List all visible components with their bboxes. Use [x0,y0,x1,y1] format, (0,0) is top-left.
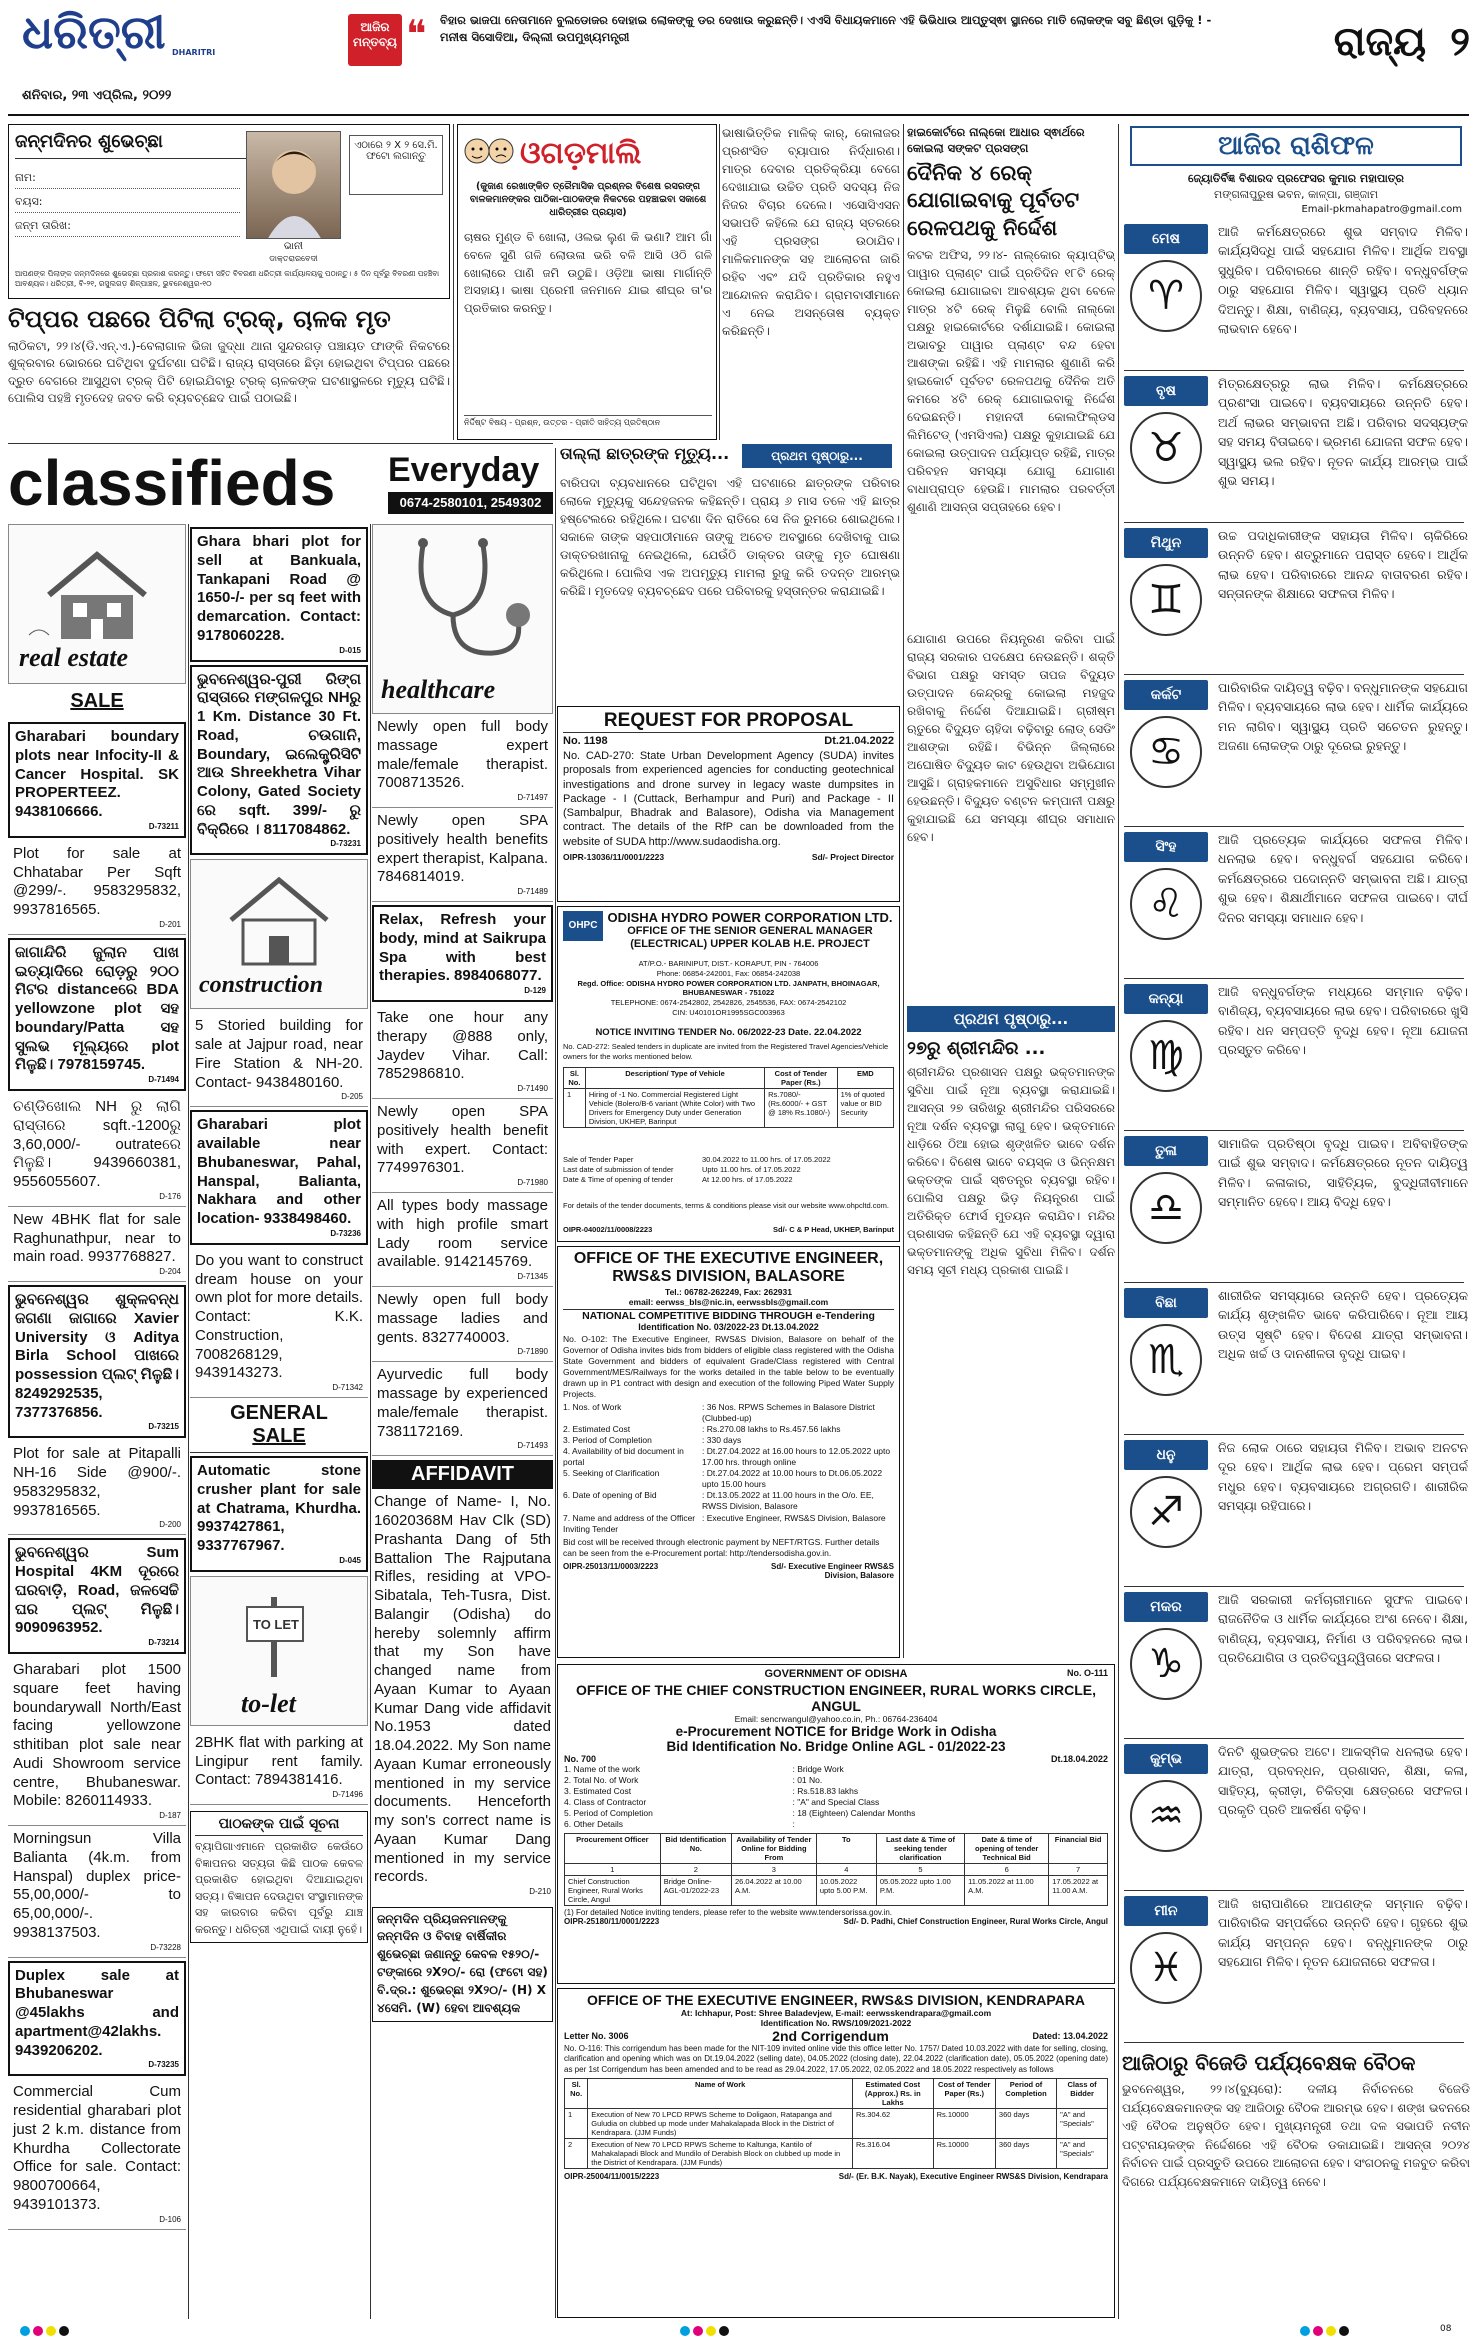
cartoon-icon [462,131,516,177]
detail-row: 4. Class of Contractor : "A" and Special Class [564,1797,880,1808]
detail-row: 7. Name and address of the Officer Inviting Tender : Executive Engineer, RWS&S Division, Balasore [563,1512,886,1534]
classified-ad [190,1110,368,1245]
detail-row: 6. Date of opening of Bid : Dt.13.05.2022 at 11.00 hours in the O/o. EE, RWSS Division, Balasore [563,1490,874,1512]
srimandir-headline: ୨୭ରୁ ଶ୍ରୀମନ୍ଦିର ... [907,1038,1046,1059]
rfp-code: OIPR-13036/11/0001/2223 [563,852,665,863]
ohpc-footer: For details of the tender documents, terms & conditions please visit our website www.ohpcltd.com. [563,1201,889,1210]
classified-ad [8,1285,186,1438]
field-dob: ଜନ୍ମ ତାରିଖ: [15,213,240,237]
col2-ads-d [190,1730,368,1805]
satire-credit: ନିର୍ଦ୍ଦିଷ୍ଟ ବିଷୟ - ପ୍ରଶ୍ନ, ଉତ୍ତର - ପ୍ରୀତି ସାହିତ୍ୟ ପ୍ରତିଷ୍ଠାନ [464,415,712,437]
classified-ad-text: ଜାଗାନ୍ଦିରି ଜୁଲାନ ପାଖ ଇତ୍ୟାଦିରେ ରୋଡ଼ରୁ ୨୦୦ ମିଟର distanceରେ BDA yellowzone plot ସହ boundary/Patta ସହ ସୁଲଭ ମୂଲ୍ୟରେ plot ମିଳୁଛି। 7978159745. [15,943,179,1074]
detail-row: 5. Period of Completion : 18 (Eighteen) Calendar Months [564,1808,916,1819]
classified-ad [8,1207,186,1282]
classifieds-phones: 0674-2580101, 2549302 [388,492,553,514]
classified-ad-code: D-73231 [330,839,361,849]
masthead [0,0,1477,118]
svg-text:TO LET: TO LET [253,1616,299,1632]
ohpc-bottom: OIPR-04002/11/0008/2223 Sd/- C & P Head, UKHEP, Barinput [563,1225,894,1234]
balasore-footer: Bid cost will be received through electronic payment by NEFT/RTGS. Further details can be seen from the e-Procurement portal: http://tendersodisha.gov.in. [563,1536,880,1558]
classified-ad-text: Duplex sale at Bhubaneswar @45lakhs and apartment@42lakhs. 9439206202. [15,1966,179,2059]
classified-ad [372,714,553,808]
classified-ad-text: Relax, Refresh your body, mind at Saikrupa Spa with best therapies. 8984068077. [379,911,546,985]
logo [22,4,252,66]
classified-ad [8,2079,186,2229]
classified-ad [8,938,186,1091]
horoscope-email: Email-pkmahapatro@gmail.com [1301,204,1462,215]
affidavit-heading: AFFIDAVIT [372,1460,553,1489]
col2-ads-c [190,1456,368,1572]
scales-icon: ♎ [1130,1172,1202,1244]
zodiac-sign-text: ଆଜି ବନ୍ଧୁବର୍ଗଙ୍କ ମଧ୍ୟରେ ସମ୍ମାନ ବଢ଼ିବ। ବାଣିଜ୍ୟ, ବ୍ୟବସାୟରେ ଲାଭ ହେବ। ପରିବାରରେ ଖୁସି ରହିବ। ଧନ ସମ୍ପତ୍ତି ବୃଦ୍ଧି ହେବ। ନୂଆ ଯୋଜନା ପ୍ରସ୍ତୁତ କରିବେ। [1218,984,1468,1058]
zodiac-sign-label: ମକର [1124,1592,1208,1622]
classified-ad [8,722,186,838]
maiden-icon: ♍ [1130,1020,1202,1092]
angul-title: OFFICE OF THE CHIEF CONSTRUCTION ENGINEER, RURAL WORKS CIRCLE, ANGUL [575,1682,1097,1714]
balasore-email: email: eerwss_bls@nic.in, eerwssbls@gmail.com [628,1296,829,1307]
coal-body: କଟକ ଅଫିସ, ୨୨।୪- ନାଲ୍କୋର କ୍ୟାପ୍ଟିଭ୍ ପାୱାର ପ୍ଲାଣ୍ଟ ପାଇଁ ପ୍ରତିଦିନ ୧୮ଟି ରେକ୍ କୋଇଲା ଯୋଗାଇବା ଆବଶ୍ୟକ ଥିବା ବେଳେ ମାତ୍ର ୪ଟି ରେକ୍ ମିଳୁଛି ବୋଲି ନାଲ୍କୋ ପକ୍ଷରୁ ହାଇକୋର୍ଟରେ ଦର୍ଶାଯାଇଛି। କୋଇଲା ଅଭାବରୁ ପାୱାର ପ୍ଲାଣ୍ଟ ବନ୍ଦ ହେବା ଆଶଙ୍କା ରହିଛି। ଏହି ମାମଲାର ଶୁଣାଣି କରି ହାଇକୋର୍ଟ ପୂର୍ବତଟ ରେଳପଥକୁ ଦୈନିକ ଅତି କମରେ ୪ଟି ରେକ୍ ଯୋଗାଇବାକୁ ନିର୍ଦ୍ଦେଶ ଦେଇଛନ୍ତି। ମହାନଦୀ କୋଲଫିଲ୍ଡସ ଲିମିଟେଡ୍ (ଏମସିଏଲ) ପକ୍ଷରୁ କୁହାଯାଇଛି ଯେ କୋଇଲା ଉତ୍ପାଦନ ପର୍ଯ୍ୟାପ୍ତ ରହିଛି, ମାତ୍ର ପରିବହନ ସମସ୍ୟା ଯୋଗୁ ଯୋଗାଣ ବାଧାପ୍ରାପ୍ତ ହେଉଛି। ମାମଲାର ପରବର୍ତ୍ତୀ ଶୁଣାଣି ଆସନ୍ତା ସପ୍ତାହରେ ହେବ। [907,248,1115,515]
classified-ad [372,1005,553,1099]
rfp-notice [557,706,900,902]
kendrapara-letter: Letter No. 3006 [564,2031,629,2041]
classified-ad-code: D-71490 [517,1084,548,1093]
angul-gov-row [564,1668,1108,1682]
quote-icon: ❝ [406,14,427,54]
classified-ad-text: Newly open SPA positively health benefit with expert. Contact: 7749976301. [377,1103,548,1177]
birthday-title: ଜନ୍ମଦିନର ଶୁଭେଚ୍ଛା [15,131,255,159]
stethoscope-icon [373,525,551,675]
detail-row: 5. Seeking of Clarification : Dt.27.04.2022 at 10.00 hours to Dt.06.05.2022 upto 15.00 hours [563,1468,883,1490]
angul-footer: (1) For detailed Notice inviting tenders, please refer to the website www.tendersorissa.gov.in. [564,1908,893,1918]
classified-ad-code: D-129 [524,986,546,995]
badge-top: ଆଜିର [360,20,390,34]
classified-ad-text: ଭୁବନେଶ୍ୱର ଶୁକ୍ଳବନ୍ଧ ଜଗଣା ଜାଗାରେ Xavier University ଓ Aditya Birla School ପାଖରେ possession ପ୍ଲଟ୍ ମିଳୁଛି। 8249292535, 7377376856. [15,1291,179,1421]
house-icon [9,525,185,645]
satire-box [457,124,717,440]
zodiac-sign-label: ତୁଳା [1124,1136,1208,1166]
classifieds-title: classifieds [8,448,336,519]
zodiac-sign-text: ଦିନଟି ଶୁଭଙ୍କର ଅଟେ। ଆକସ୍ମିକ ଧନଲାଭ ହେବ। ଯାତ୍ରା, ପ୍ରବନ୍ଧନ, ପ୍ରଶାସନ, ଶିକ୍ଷା, କଳା, ସାହିତ୍ୟ, କ୍ରୀଡ଼ା, ଚିକିତ୍ସା କ୍ଷେତ୍ରରେ ସଫଳତା। ପ୍ରକୃତି ପ୍ରତି ଆକର୍ଷଣ ବଢ଼ିବ। [1218,1744,1468,1818]
classified-col-1 [8,524,186,2319]
photo-sub: ଡାକ୍ତରାରବେଦୀ [269,254,318,263]
birthday-note: ଆପଣଙ୍କ ପିଲାଙ୍କ ଜନ୍ମଦିନରେ ଶୁଭେଚ୍ଛା ପ୍ରକାଶ କରନ୍ତୁ। ଫଟୋ ସହିତ ବିବରଣୀ ଧରିତ୍ରୀ କାର୍ଯ୍ୟାଳୟକୁ ପଠାନ୍ତୁ। ୫ ଦିନ ପୂର୍ବରୁ ବିବରଣୀ ପହଞ୍ଚିବା ଆବଶ୍ୟକ। ଧରିତ୍ରୀ, ବି-୨୧, ରସୁଲଗଡ଼ ଶିଳ୍ପାଞ୍ଚଳ, ଭୁବନେଶ୍ୱର-୧୦ [15,269,440,288]
zodiac-sign-text: ଆଜି ଖରାପାଣିରେ ଆପଣଙ୍କ ସମ୍ମାନ ବଢ଼ିବ। ପାରିବାରିକ ସମ୍ପର୍କରେ ଉନ୍ନତି ହେବ। ଗୃହରେ ଶୁଭ କାର୍ଯ୍ୟ ସମ୍ପନ୍ନ ହେବ। ବନ୍ଧୁମାନଙ୍କ ଠାରୁ ସହଯୋଗ ମିଳିବ। ନୂତନ ଯୋଜନାରେ ସଫଳତା। [1218,1896,1468,1970]
classified-ad-code: D-73214 [148,1638,179,1647]
col2-ads-b [190,1013,368,1398]
news-srimandir [907,1006,1115,1658]
kendrapara-ident: Identification No. RWS/109/2021-2022 [760,2018,912,2028]
detail-row: Last date of submission of tender Upto 11.00 hrs. of 17.05.2022 [563,1164,801,1174]
classified-ad-code: D-71494 [148,1075,179,1084]
meeting-body: ଭୁବନେଶ୍ୱର, ୨୨।୪(ବ୍ୟୁରୋ): ଦଳୀୟ ନିର୍ବାଚନରେ ବିଜେଡି ପର୍ଯ୍ୟବେକ୍ଷକମାନଙ୍କ ସହ ଆଜିଠାରୁ ବୈଠକ ଆରମ୍ଭ ହେବ। ଶଙ୍ଖ ଭବନରେ ଏହି ବୈଠକ ଅନୁଷ୍ଠିତ ହେବ। ମୁଖ୍ୟମନ୍ତ୍ରୀ ତଥା ଦଳ ସଭାପତି ନବୀନ ପଟ୍ଟନାୟକଙ୍କ ନିର୍ଦ୍ଦେଶରେ ଏହି ବୈଠକ ଡକାଯାଇଛି। ଆସନ୍ତା ୨୦୨୪ ନିର୍ବାଚନ ପାଇଁ ପ୍ରସ୍ତୁତି ଉପରେ ଆଲୋଚନା ହେବ। ସଂଗଠନକୁ ମଜବୁତ କରିବା ଦିଗରେ ପର୍ଯ୍ୟବେକ୍ଷକମାନେ ଦାୟିତ୍ୱ ନେବେ। [1122,2082,1470,2189]
classified-ad-text: 5 Storied building for sale at Jajpur road, near Fire Station & NH-20. Contact- 9438480160. [195,1017,363,1091]
detail-row: 4. Availability of bid document in portal : Dt.27.04.2022 at 16.00 hours to 12.05.2022 upto 17.00 hrs. through online [563,1446,891,1468]
print-marks [0,2322,1477,2339]
classified-ad-code: D-187 [159,1811,181,1820]
kendrapara-title: OFFICE OF THE EXECUTIVE ENGINEER, RWS&S DIVISION, KENDRAPARA [586,1992,1086,2008]
column-c-news: ଭାଷାଭିତ୍ତିକ ମାଳିକ୍ କାର୍, କୋଳାଜର ପ୍ରଶଂସିତ ବ୍ୟାପାର ନିର୍ଦ୍ଧାରଣ। ମାତ୍ର ଦେବାର ପ୍ରତିକ୍ରିୟା ବେଗେ ଦେଖାଯାଇ ଉଚ୍ଚିତ ପ୍ରତି ସଦସ୍ୟ ନିଜ ନିଜର ବିଚାର ଦେଲେ। ଏସୋସିଏସନ ସଭାପତି କହିଲେ ଯେ ରାଜ୍ୟ ସ୍ତରରେ ଏହି ପ୍ରସଙ୍ଗ ଉଠାଯିବ। ମାଳିକମାନଙ୍କ ସହ ଆଲୋଚନା ଜାରି ରହିବ ଏବଂ ଯଦି ପ୍ରତିକାର ନହୁଏ ଆନ୍ଦୋଳନ କରାଯିବ। ଗ୍ରାମବାସୀମାନେ ଏ ନେଇ ଅସନ୍ତୋଷ ବ୍ୟକ୍ତ କରିଛନ୍ତି। [722,126,900,338]
zodiac-sign-label: କନ୍ୟା [1124,984,1208,1014]
ohpc-notice [557,906,900,1242]
classified-ad [372,1193,553,1287]
col1-ads [8,722,186,2230]
opinion-badge [348,14,402,66]
crab-icon: ♋ [1130,716,1202,788]
detail-row: Sale of Tender Paper 30.04.2022 to 11.00 hrs. of 17.05.2022 [563,1155,831,1164]
affidavit-text: Change of Name- I, No. 16020368M Hav Clk (SD) Prashanta Dang of 5th Battalion The Rajputana Rifles, residing at VPO-Sibatala, Teh-Tusra, Dist. Balangir (Odisha) do hereby solemnly affirm that my Son have changed name from Ayaan Kumar to Ayaan Kumar Dang vide affidavit No.1953 dated 18.04.2022. My Son name Ayaan Kumar erroneously mentioned in my service documents. Henceforth my son's correct name is Ayaan Kumar Dang mentioned in my service records. D-210 [374,1493,551,1896]
rfp-body: No. CAD-270: State Urban Development Agency (SUDA) invites proposals from experienced agencies for conducting geotechnical investigations and drone survey in legacy waste dumpsites in Package - I (Cuttack, Berhampur and Puri) and Package - II (Sambalpur, Bhadrak and Balasore), Odisha via Management contract. The details of the RfP can be downloaded from the website of SUDA http://www.sudaodisha.org. [563,750,894,848]
classified-ad [8,1094,186,1207]
classified-ad-code: D-106 [159,2214,181,2224]
classified-ad-text: Take one hour any therapy @888 only, Jaydev Vihar. Call: 7852986810. [377,1009,548,1083]
news-student [560,444,900,702]
classified-ad-code: D-045 [339,1555,361,1565]
greeting-rate-box [372,1907,553,2022]
classified-ad-text: Gharabari plot available near Bhubaneswar, Pahal, Hanspal, Balianta, Nakhara and other location- 9338498460. [197,1116,361,1227]
balasore-body: No. O-102: The Executive Engineer, RWS&S Division, Balasore on behalf of the Governor of Odisha invites bids from bidders of eligible class registered with the Odisha State Government and bidders of equivalent Grade/Class registered with Central Government/MES/Railways for the works detailed in the table below to be eventually drawn up in P1 contract with design and execution of the following Piped Water Supply Projects. [563,1333,894,1400]
construction-label: construction [199,972,324,999]
zodiac-sign-label: ବିଛା [1124,1288,1208,1318]
classified-ad-code: D-201 [159,919,181,929]
classified-ad-code: D-73228 [150,1942,181,1952]
classified-ad-text: Newly open SPA positively health benefits expert therapist, Kalpana. 7846814019. [377,812,548,886]
cartoon-faces-icon [462,131,516,177]
classified-ad-text: Newly open full body massage expert male/female therapist. 7008713526. [377,718,548,792]
classified-ad [372,1099,553,1193]
birthday-fields [15,165,240,245]
reader-notice [190,1811,368,1943]
coal-kicker: ହାଇକୋର୍ଟରେ ନାଲ୍କୋ ଆଧାର ସ୍ଵାର୍ଥରେ କୋଇଲା ସଙ୍କଟ ପ୍ରସଙ୍ଗ [907,125,1085,156]
classified-ad [8,1826,186,1958]
satire-title: ଓଗଡ଼ମାଲି [520,136,642,171]
real-estate-illustration [8,524,186,684]
kendrapara-table: Sl. No. Name of Work Estimated Cost (Approx.) Rs. in Lakhs Cost of Tender Paper (Rs.) Period of Completion Class of Bidder 1 Execution of New 70 LPCD RPWS Scheme to Doligaon, Ratapanga and Guludia on clubbed up mode under Mahakalapada Block in the District of Kendrapara. (JJM Funds) Rs.304.62 Rs.10000 360 days "A" and "Specials" 2 Execution of New 70 LPCD RPWS Scheme to Kaltunga, Kantilo of Mahakalapadi Block and Mundilo of Derabish Block on clubbed up mode in the District of Kendrapara. (JJM Funds) Rs.316.04 Rs.10000 360 days "A" and "Specials" [564,2078,1108,2169]
kendrapara-dated: Dated: 13.04.2022 [1032,2031,1108,2041]
classified-ad-code: D-71342 [332,1383,363,1392]
angul-bottom: OIPR-25180/11/0001/2223 Sd/- D. Padhi, Chief Construction Engineer, Rural Works Circle, Angul [564,1917,1108,1927]
srimandir-body: ଶ୍ରୀମନ୍ଦିର ପ୍ରଶାସନ ପକ୍ଷରୁ ଭକ୍ତମାନଙ୍କ ସୁବିଧା ପାଇଁ ନୂଆ ବ୍ୟବସ୍ଥା କରାଯାଇଛି। ଆସନ୍ତା ୨୭ ତାରିଖରୁ ଶ୍ରୀମନ୍ଦିର ପରିସରରେ ନୂଆ ଦର୍ଶନ ବ୍ୟବସ୍ଥା ଲାଗୁ ହେବ। ଭକ୍ତମାନେ ଧାଡ଼ିରେ ଠିଆ ହୋଇ ଶୃଙ୍ଖଳିତ ଭାବେ ଦର୍ଶନ କରିବେ। ବିଶେଷ ଭାବେ ବୟସ୍କ ଓ ଭିନ୍ନକ୍ଷମ ଭକ୍ତଙ୍କ ପାଇଁ ସ୍ଵତନ୍ତ୍ର ବ୍ୟବସ୍ଥା ରହିବ। ପୋଲିସ ପକ୍ଷରୁ ଭିଡ଼ ନିୟନ୍ତ୍ରଣ ପାଇଁ ଅତିରିକ୍ତ ଫୋର୍ସ ମୁତୟନ କରାଯିବ। ମନ୍ଦିର ପ୍ରଶାସକ କହିଛନ୍ତି ଯେ ଏହି ବ୍ୟବସ୍ଥା ଦ୍ୱାରା ଭକ୍ତମାନଙ୍କୁ ଅଧିକ ସୁବିଧା ମିଳିବ। ଦର୍ଶନ ସମୟ ସୂଚୀ ମଧ୍ୟ ପ୍ରକାଶ ପାଇଛି। [907,1065,1115,1277]
photo-name: ଭାନୀ [283,241,304,252]
angul-ref-row: No. 700 Dt.18.04.2022 [564,1754,1108,1764]
construction-illustration [190,859,368,1009]
reader-notice-title: ପାଠକଙ୍କ ପାଇଁ ସୂଚନା [195,1816,363,1836]
rws-balasore-notice [557,1246,900,1658]
classified-ad-code: D-200 [159,1520,181,1530]
goat-icon: ♑ [1130,1628,1202,1700]
tolet-label: to-let [241,1688,296,1718]
detail-row: 2. Estimated Cost : Rs.270.08 lakhs to Rs.457.56 lakhs [563,1424,841,1435]
field-name: ନାମ: [15,165,240,189]
zodiac-sign-label: କୁମ୍ଭ [1124,1744,1208,1774]
classified-ad-text: Automatic stone crusher plant for sale at Chatrama, Khurdha. 9937427861, 9337767967. [197,1462,361,1554]
classified-ad [8,841,186,935]
classified-ad-code: D-71345 [517,1272,548,1281]
student-headline: ତାଲ୍ଲା ଛାତ୍ରଙ୍କ ମୃତ୍ୟୁ... [560,444,730,463]
ohpc-title: ODISHA HYDRO POWER CORPORATION LTD. OFFICE OF THE SENIOR GENERAL MANAGER (ELECTRICAL) UPPER KOLAB H.E. PROJECT [607,910,893,950]
detail-row: Date & Time of opening of tender At 12.00 hrs. of 17.05.2022 [563,1174,793,1184]
classified-ad-code: D-71496 [332,1790,363,1799]
zodiac-sign-text: ଶାରୀରିକ ସମସ୍ୟାରେ ଉନ୍ନତି ହେବ। ପ୍ରତ୍ୟେକ କାର୍ଯ୍ୟ ଶୃଙ୍ଖଳିତ ଭାବେ କରିପାରିବେ। ନୂଆ ଆୟ ଉତ୍ସ ସୃଷ୍ଟି ହେବ। ବିଦେଶ ଯାତ୍ରା ସମ୍ଭାବନା। ଅଧିକ ଖର୍ଚ୍ଚ ଓ ଦାନଶୀଳତା ବୃଦ୍ଧି ପାଇବ। [1218,1288,1468,1362]
badge-bottom: ମନ୍ତବ୍ୟ [353,35,397,49]
classified-ad [8,1441,186,1535]
kendrapara-addr: At: Ichhapur, Post: Shree Baladevjew, E-mail: eerwsskendrapara@gmail.com [680,2008,992,2018]
zodiac-sign-label: କର୍କଟ [1124,680,1208,710]
col2-ads-a [190,527,368,855]
horoscope-author: ଜ୍ୟୋତିର୍ବିଜ୍ଞ ବିଶାରଦ ପ୍ରଫେସର କୁମାର ମହାପାତ୍ର [1188,172,1404,185]
ohpc-logo: OHPC [563,911,603,941]
rfp-footer [563,852,894,862]
classified-ad-text: Gharabari boundary plots near Infocity-II & Cancer Hospital. SK PROPERTEEZ. 9438106666. [15,728,179,820]
page-number: ୨ [1450,19,1470,65]
balasore-ident: Identification No. 03/2022-23 Dt.13.04.2022 [638,1321,819,1332]
general-heading: GENERAL SALE [190,1398,368,1453]
masthead-date: ଶନିବାର, ୨୩ ଏପ୍ରିଲ, ୨୦୨୨ [22,88,172,103]
kendrapara-heading: 2nd Corrigendum [772,2028,889,2044]
classified-ad [8,1538,186,1654]
healthcare-label: healthcare [381,675,496,704]
ohpc-details [563,1155,894,1201]
to-let-sign-icon [191,1577,367,1687]
ohpc-intro: No. CAD-272: Sealed tenders in duplicate are invited from the Registered Travel Agencies/Vehicle owners for the works mentioned below. [563,1042,889,1061]
tolet-illustration [190,1576,368,1726]
satire-qa: ଚାଷର ମୁଣ୍ଡ ବି ଖୋଲା, ଓଲଭ ଲୁଣ କି ଭଣା? ଆମ ଗାଁ ବେଳେ ସୁଣି ଗଳି ଲୋଉଳା ଭରି ବଳି ଆସି ଓଠି ଗଳି ଖୋଲାରେ ପାଣି ଜମି ଉଠୁଛି। ଓଡ଼ିଆ ଭାଷା ମାର୍ଗାନ୍ତି ଅସହାୟ। ଭାଷା ପ୍ରେମୀ ଜନମାନେ ଯାଇ ଶୀଘ୍ର ତା'ର ପ୍ରତିକାର କରନ୍ତୁ। [464,230,712,316]
classified-ad-code: D-205 [341,1092,363,1102]
classified-ad-text: Ghara bhari plot for sell at Bankuala, Tankapani Road @ 1650-/- per sq feet with demarcation. Contact: 9178060228. [197,533,361,644]
classifieds-header [8,448,553,520]
balasore-bottom: OIPR-25013/11/0003/2223 Sd/- Executive Engineer RWS&S Division, Balasore [563,1561,894,1580]
balasore-heading: NATIONAL COMPETITIVE BIDDING THROUGH e-Tendering [563,1309,894,1322]
kendrapara-bottom: OIPR-25004/11/0015/2223 Sd/- (Er. B.K. Nayak), Executive Engineer RWS&S Division, Kendrapara [564,2172,1108,2182]
satire-subtitle: (କୁଜାଣ ରେଖାଙ୍କିତ ତ୍ରୈମାସିକ ପ୍ରଶ୍ନର ବିଶେଷ ରସରଙ୍ଗ ବାଳକମାନଙ୍କର ପାଠିକା-ପାଠକଙ୍କ ନିକଟରେ ପହଞ୍ଚାଇବା ସକାଶେ ଧାରିତ୍ରୀର ପ୍ରୟାସ) [469,181,707,218]
detail-row: 1. Name of the work : Bridge Work [564,1764,844,1774]
ohpc-table: Sl. No. Description/ Type of Vehicle Cost of Tender Paper (Rs.) EMD 1 Hiring of -1 No. Commercial Registered Light Vehicle (Bolero/B-6 variant (White Color) with Two Drivers for Emergency Duty under Generation Division, UKHEP, Barinput Rs.7080/- (Rs.6000/- + GST @ 18% Rs.1080/-) 1% of quoted value or BID Security [563,1067,894,1153]
classified-ad-code: D-71980 [517,1178,548,1187]
classified-ad [372,808,553,902]
balasore-tel: Tel.: 06782-262249, Fax: 262931 [665,1286,792,1297]
detail-row: 3. Estimated Cost : Rs.518.83 lakhs [564,1786,859,1797]
angul-items [564,1764,1108,1830]
classified-col-2 [190,524,368,2319]
classified-ad-code: D-204 [159,1267,181,1276]
classified-ad-text: ଭୁବନେଶ୍ୱର-ପୁରୀ ରିଙ୍ଗ ରାସ୍ତାରେ ମଙ୍ଗଳପୁର NHରୁ 1 Km. Distance 30 Ft. Road, ଚଉଗାନି, Boundary, ଇଲେକ୍ଟ୍ରିସିଟି ଆଉ Shreekhetra Vihar Colony, Gated Society ରେ sqft. 399/- ରୁ ବିକ୍ରିରେ । 8117084862. [197,670,361,838]
truck-body: ଲାଠିକଟା, ୨୨।୪(ଡି.ଏନ୍.ଏ.)-ବେଲାଗାଳ ଭିଜା ଜୁଦ୍ଧା ଥାନା ସୁନ୍ଦରଗଡ଼ ପଞ୍ଚାୟତ ଫାଙ୍କି ନିକଟରେ ଶୁକ୍ରବାର ଭୋରରେ ଘଟିଥିବା ଦୁର୍ଘଟଣା ଘଟିଛି। ରାଜ୍ୟ ରାସ୍ତାରେ ଛିଡ଼ା ହୋଇଥିବା ଟିପ୍ପର ପଛରେ ଦ୍ରୁତ ବେଗରେ ଆସୁଥିବା ଟ୍ରକ୍ ପିଟି ହୋଇଯିବାରୁ ଟ୍ରକ୍ ଚାଳକଙ୍କ ଘଟଣାସ୍ଥଳରେ ମୃତ୍ୟୁ ଘଟିଛି। ପୋଲିସ ପହଞ୍ଚି ମୃତଦେହ ଜବତ କରି ବ୍ୟବଚ୍ଛେଦ ପାଇଁ ପଠାଇଛି। [8,339,450,406]
angul-heading: e-Procurement NOTICE for Bridge Work in Odisha [675,1724,997,1739]
horoscope [1122,124,1470,2044]
classifieds-tag: Everyday [388,451,540,489]
classified-ad [190,665,368,856]
detail-row: 6. Other Details : [564,1819,795,1830]
angul-email: Email: sencrwangul@yahoo.co.in, Ph.: 06764-236404 [734,1714,938,1724]
zodiac-sign-text: ଉଚ୍ଚ ପଦାଧିକାରୀଙ୍କ ସହାୟତା ମିଳିବ। ଚାକିରିରେ ଉନ୍ନତି ହେବ। ଶତ୍ରୁମାନେ ପରାସ୍ତ ହେବେ। ଆର୍ଥିକ ଲାଭ ହେବ। ପରିବାରରେ ଆନନ୍ଦ ବାତାବରଣ ରହିବ। ସନ୍ତାନଙ୍କ ଶିକ୍ଷାରେ ସଫଳତା ମିଳିବ। [1218,528,1468,602]
zodiac-sign-label: ଧନୁ [1124,1440,1208,1470]
classified-ad [190,527,368,662]
rfp-no-row [563,735,894,747]
angul-table: Procurement Officer Bid Identification No. Availability of Tender Online for Bidding From To Last date & Time of seeking tender clarification Date & time of opening of tender Technical Bid Financial Bid 1 2 3 4 5 6 7 Chief Construction Engineer, Rural Works Circle, Angul Bridge Online-AGL-01/2022-23 26.04.2022 at 10.00 A.M. 10.05.2022 upto 5.00 P.M. 05.05.2022 upto 1.00 P.M. 11.05.2022 at 11.00 A.M. 17.05.2022 at 11.00 A.M. [564,1833,1108,1906]
zodiac-sign-text: ସାମାଜିକ ପ୍ରତିଷ୍ଠା ବୃଦ୍ଧି ପାଇବ। ଅବିବାହିତଙ୍କ ପାଇଁ ଶୁଭ ସମ୍ବାଦ। କର୍ମକ୍ଷେତ୍ରରେ ନୂତନ ଦାୟିତ୍ୱ ମିଳିବ। କଳାକାର, ସାହିତ୍ୟିକ, ବୁଦ୍ଧିଜୀବୀମାନେ ସମ୍ମାନିତ ହେବେ। ଆୟ ବିଦ୍ଧି ହେବ। [1218,1136,1468,1210]
kendrapara-body: No. O-116: This corrigendum has been made for the NIT-109 invited online vide this office letter No. 1757/ Dated 10.03.2022 with date for selling, closing, clarification and opening which was on Dt.19.04.2022 (selling date), 04.05.2022 (closing date), 22.04.2022 (clarification date), 05.05.2022 (opening date) as per 1st Corrigendum has been amended and to be read as 29.04.2022, 17.05.2022, 02.05.2022 and 18.05.2022 respectively as follows [564,2044,1108,2074]
classified-ad-text: ଚଣ୍ଡିଖୋଲ NH ରୁ ଲାଗି ରାସ୍ତାରେ sqft.-1200ରୁ 3,60,000/- outrateରେ ମିଳୁଛି। 9439660381, 9556055607. [13,1098,181,1190]
logo-sub: DHARITRI [172,48,216,57]
classified-ad-text: All types body massage with high profile smart Lady room service available. 9142145769. [377,1197,548,1271]
ohpc-addresses: AT/P.O.- BARINIPUT, DIST.- KORAPUT, PIN - 764006 Phone: 06854-242001, Fax: 06854-242038 Regd. Office: ODISHA HYDRO POWER CORPORATION LTD. JANPATH, BHOINAGAR, BHUBANESWAR - 751022 TELEPHONE: 0674-2542802, 2542826, 2545536, FAX: 0674-2542102 CIN: U40101OR1995SGC003963 [577,959,880,1017]
classified-ad-code: D-73235 [148,2060,179,2070]
rfp-sign: Sd/- Project Director [811,852,894,863]
child-photo-icon [247,132,341,239]
logo-text: ଧରିତ୍ରୀ [22,5,166,59]
classified-ad-text: Gharabari plot 1500 square feet having boundarywall North/East facing yellowzone sthitiban plot sale near Audi Showroom service centre, Bhubaneswar. Mobile: 8260114933. [13,1661,181,1810]
col3-ads [372,714,553,1456]
classified-ad-code: D-176 [159,1191,181,1201]
column-e-news: ଯୋଗାଣ ଉପରେ ନିୟନ୍ତ୍ରଣ କରିବା ପାଇଁ ରାଜ୍ୟ ସରକାର ପଦକ୍ଷେପ ନେଉଛନ୍ତି। ଶକ୍ତି ବିଭାଗ ପକ୍ଷରୁ ସମସ୍ତ ତାପଜ ବିଦ୍ୟୁତ ଉତ୍ପାଦନ କେନ୍ଦ୍ରକୁ କୋଇଲା ମହଜୁଦ ରଖିବାକୁ ନିର୍ଦ୍ଦେଶ ଦିଆଯାଇଛି। ଗ୍ରୀଷ୍ମ ଋତୁରେ ବିଦ୍ୟୁତ ଚାହିଦା ବଢ଼ିବାରୁ ଲୋଡ୍ ସେଡିଂ ଆଶଙ୍କା ରହିଛି। ବିଭିନ୍ନ ଜିଲ୍ଲାରେ ଅଘୋଷିତ ବିଦ୍ୟୁତ କାଟ ହେଉଥିବା ଅଭିଯୋଗ ଆସୁଛି। ଗ୍ରାହକମାନେ ଅସୁବିଧାର ସମ୍ମୁଖୀନ ହେଉଛନ୍ତି। ବିଦ୍ୟୁତ ବଣ୍ଟନ କମ୍ପାନୀ ପକ୍ଷରୁ କୁହାଯାଇଛି ଯେ ସମସ୍ୟା ଶୀଘ୍ର ସମାଧାନ ହେବ। [907,632,1115,844]
student-body: ବାରିପଦା ବ୍ୟବଧାନରେ ଘଟିଥିବା ଏହି ଘଟଣାରେ ଛାତ୍ରଙ୍କ ପରିବାର ଲୋକେ ମୃତ୍ୟୁକୁ ସନ୍ଦେହଜନକ କହିଛନ୍ତି। ପ୍ରାୟ ୬ ମାସ ତଳେ ଏହି ଛାତ୍ର ହଷ୍ଟେଲରେ ରହିଥିଲେ। ଘଟଣା ଦିନ ରାତିରେ ସେ ନିଜ ରୁମରେ ଶୋଇଥିଲେ। ସକାଳେ ତାଙ୍କ ସହପାଠୀମାନେ ତାଙ୍କୁ ଅଚେତ ଅବସ୍ଥାରେ ଦେଖିବାକୁ ପାଇ ଡାକ୍ତରଖାନାକୁ ନେଇଥିଲେ, ଯେଉଁଠି ଡାକ୍ତର ତାଙ୍କୁ ମୃତ ଘୋଷଣା କରିଥିଲେ। ପୋଲିସ ଏକ ଅପମୃତ୍ୟୁ ମାମଲା ରୁଜୁ କରି ତଦନ୍ତ ଆରମ୍ଭ କରିଛି। ମୃତଦେହ ବ୍ୟବଚ୍ଛେଦ ପରେ ପରିବାରକୁ ହସ୍ତାନ୍ତର କରାଯାଇଛି। [560,476,900,598]
classified-ad [190,1730,368,1805]
classified-ad [372,1362,553,1456]
classified-ad-text: Plot for sale at Pitapalli NH-16 Side @900/-. 9583295832, 9937816565. [13,1445,181,1519]
detail-row: 3. Period of Completion : 330 days [563,1435,742,1446]
classified-ad-code: D-71489 [517,887,548,896]
zodiac-sign-label: ବୃଷ [1124,376,1208,406]
twins-icon: ♊ [1130,564,1202,636]
classified-ad [8,1961,186,2077]
classified-ad-code: D-73215 [148,1422,179,1432]
angul-notice [557,1664,1115,1984]
ram-icon: ♈ [1130,260,1202,332]
zodiac-sign-text: ପାରିବାରିକ ଦାୟିତ୍ୱ ବଢ଼ିବ। ବନ୍ଧୁମାନଙ୍କ ସହଯୋଗ ମିଳିବ। ବ୍ୟବସାୟରେ ଲାଭ ହେବ। ଧାର୍ମିକ କାର୍ଯ୍ୟରେ ମନ ଲାଗିବ। ସ୍ୱାସ୍ଥ୍ୟ ପ୍ରତି ସଚେତନ ରୁହନ୍ତୁ। ଅଜଣା ଲୋକଙ୍କ ଠାରୁ ଦୂରେଇ ରୁହନ୍ତୁ। [1218,680,1468,754]
classified-col-3 [372,524,553,2319]
field-age: ବୟସ: [15,189,240,213]
classified-ad [8,1657,186,1826]
horoscope-title: ଆଜିର ରାଶିଫଳ [1130,126,1462,166]
greeting-rate-text: ଜନ୍ମଦିନ ଓ ବିବାହ ବାର୍ଷିକୀର ଶୁଭେଚ୍ଛା ଜଣାନ୍ତୁ କେବଳ ୧୫୨୦/- ଟଙ୍କାରେ ୨X୨୦/- ରୋ (ଫଟୋ ସହ) ବି.ଦ୍ର.: ଶୁଭେଚ୍ଛା ୨X୨୦/- (H) X ୪ସେମି. (W) ହେବା ଆବଶ୍ୟକ [377,1929,548,2015]
rfp-date: Dt.21.04.2022 [824,735,894,747]
greeting-rate-title: ଜନ୍ମଦିନ ପ୍ରିୟଜନମାନଙ୍କୁ [377,1912,507,1926]
classified-ad [372,1287,553,1362]
zodiac-sign-text: ନିଜ ଲୋକ ଠାରେ ସହାୟତା ମିଳିବ। ଅଭାବ ଅନଟନ ଦୂର ହେବ। ଆର୍ଥିକ ଲାଭ ହେବ। ପ୍ରେମ ସମ୍ପର୍କ ମଧୁର ହେବ। ବ୍ୟବସାୟରେ ଅଗ୍ରଗତି। ଶାରୀରିକ ସମସ୍ୟା ରହିପାରେ। [1218,1440,1468,1514]
rfp-no: No. 1198 [563,735,608,747]
classified-ad-text: 2BHK flat with parking at Lingipur rent family. Contact: 7894381416. [195,1733,363,1789]
srimandir-continued: ପ୍ରଥମ ପୃଷ୍ଠାରୁ... [907,1006,1115,1032]
balasore-title: OFFICE OF THE EXECUTIVE ENGINEER, RWS&S DIVISION, BALASORE [573,1250,884,1286]
detail-row: 2. Total No. of Work : 01 No. [564,1775,823,1786]
kendrapara-head-row [564,2028,1108,2044]
scorpion-icon: ♏ [1130,1324,1202,1396]
zodiac-sign-text: ଆଜି ସରକାରୀ କର୍ମଚାରୀମାନେ ସୁଫଳ ପାଇବେ। ରାଜନୈତିକ ଓ ଧାର୍ମିକ କାର୍ଯ୍ୟରେ ଅଂଶ ନେବେ। ଶିକ୍ଷା, ବାଣିଜ୍ୟ, ବ୍ୟବସାୟ, ନିର୍ମାଣ ଓ ପରିବହନରେ ଲାଭ। ପ୍ରତିଯୋଗିତା ଓ ପ୍ରତିଦ୍ୱନ୍ଦ୍ୱିତାରେ ସଫଳତା। [1218,1592,1468,1666]
fish-icon: ♓ [1130,1932,1202,2004]
angul-bid-id: Bid Identification No. Bridge Online AGL - 01/2022-23 [666,1739,1006,1754]
zodiac-sign-text: ଆଜି କର୍ମକ୍ଷେତ୍ରରେ ଶୁଭ ସମ୍ବାଦ ମିଳିବ। କାର୍ଯ୍ୟସିଦ୍ଧି ପାଇଁ ସହଯୋଗ ମିଳିବ। ଆର୍ଥିକ ଅବସ୍ଥା ସୁଧୁରିବ। ପରିବାରରେ ଶାନ୍ତି ରହିବ। ବନ୍ଧୁବର୍ଗଙ୍କ ଠାରୁ ସହଯୋଗ ମିଳିବ। ସ୍ୱାସ୍ଥ୍ୟ ପ୍ରତି ଧ୍ୟାନ ଦିଅନ୍ତୁ। ଶିକ୍ଷା, ବାଣିଜ୍ୟ, ବ୍ୟବସାୟ, ପରିବହନରେ ଲାଭବାନ ହେବେ। [1218,224,1468,336]
classified-ad [372,905,553,1002]
rfp-title: REQUEST FOR PROPOSAL [563,710,894,733]
classified-ad-code: D-71497 [517,793,548,802]
horoscope-place: ମଙ୍ଗଳାପୁରୁଷ ଭବନ, କାଳ୍ପା, ଗଞ୍ଜାମ [1214,188,1378,201]
lion-icon: ♌ [1130,868,1202,940]
classified-ad-code: D-015 [339,645,361,655]
child-photo [246,131,341,239]
classified-ad-text: ଭୁବନେଶ୍ୱର Sum Hospital 4KM ଦୂରରେ ଘରବାଡ଼ି, Road, ଜଳସେଚ୍ଚି ଘର ପ୍ଲଟ୍ ମିଳୁଛି। 9090963952. [15,1544,179,1637]
column-d-news [907,124,1115,624]
classified-ad-text: Commercial Cum residential gharabari plot just 2 k.m. distance from Khurdha Collectorate Office for sale. Contact: 9800700664, 9439101373. [13,2083,181,2213]
zodiac-sign-label: ମୀନ [1124,1896,1208,1926]
classified-ad-text: Plot for sale at Chhatabar Per Sqft @299/-. 9583295832, 9937816565. [13,844,181,918]
meeting-headline: ଆଜିଠାରୁ ବିଜେଡି ପର୍ଯ୍ୟବେକ୍ଷକ ବୈଠକ [1122,2051,1416,2075]
zodiac-sign-text: ଆଜି ପ୍ରତ୍ୟେକ କାର୍ଯ୍ୟରେ ସଫଳତା ମିଳିବ। ଧନଲାଭ ହେବ। ବନ୍ଧୁବର୍ଗ ସହଯୋଗ କରିବେ। କର୍ମକ୍ଷେତ୍ରରେ ପଦୋନ୍ନତି ସମ୍ଭାବନା ଅଛି। ଯାତ୍ରା ଶୁଭ ହେବ। ଶିକ୍ଷାର୍ଥୀମାନେ ସଫଳତା ପାଇବେ। ଦୀର୍ଘ ଦିନର ସମସ୍ୟା ସମାଧାନ ହେବ। [1218,832,1468,925]
masthead-quote: ବିହାର ଭାଜପା ନେତାମାନେ ବୁଲଡୋଜର ଦୋହାଇ ଲୋକଙ୍କୁ ଡର ଦେଖାଉ କରୁଛନ୍ତି। ଏଏସି ବିଧାୟକମାନେ ଏହି ଭିଭିଧାଉ ଆପ୍ତୁସ୍ଵା ସ୍ଥାନରେ ମାତି ଲୋକଙ୍କ ସବୁ ଛିଣ୍ଡା ଗୁଡ଼ିକୁ ! - ମନୀଷ ସିସୋଦିଆ, ଦିଲ୍ଲୀ ଉପମୁଖ୍ୟମନ୍ତ୍ରୀ [440,13,1212,44]
page-code: 08 [1440,2324,1452,2334]
ohpc-nit: NOTICE INVITING TENDER No. 06/2022-23 Date. 22.04.2022 [595,1027,862,1038]
classified-ad-code: D-73211 [148,821,179,831]
classified-ad-text: Do you want to construct dream house on your own plot for more details. Contact: K.K. Construction, 7008268129, 9439143273. [195,1251,363,1382]
photo-size-note: ଏଠାରେ ୨ X ୨ ସେ.ମି. ଫଟୋ ଲଗାନ୍ତୁ [349,135,443,195]
student-continued: ପ୍ରଥମ ପୃଷ୍ଠାରୁ... [742,444,892,468]
truck-headline: ଟିପ୍ପର ପଛରେ ପିଟିଲା ଟ୍ରକ୍, ଚାଳକ ମୃତ [8,305,391,333]
sale-heading: SALE [70,690,124,712]
real-estate-label: real estate [19,643,129,672]
angul-no: No. O-111 [1066,1668,1108,1678]
classified-ad-text: New 4BHK flat for sale Raghunathpur, near to main road. 9937768827. [13,1210,181,1266]
zodiac-sign-label: ସିଂହ [1124,832,1208,862]
zodiac-sign-text: ମିତ୍ରକ୍ଷେତ୍ରରୁ ଲାଭ ମିଳିବ। କର୍ମକ୍ଷେତ୍ରରେ ପ୍ରଶଂସା ପାଇବେ। ବ୍ୟବସାୟରେ ଉନ୍ନତି ହେବ। ଅର୍ଥ ଲାଭର ସମ୍ଭାବନା ଅଛି। ପରିବାର ସଦସ୍ୟଙ୍କ ସହ ସମୟ ବିତାଇବେ। ଭ୍ରମଣ ଯୋଜନା ସଫଳ ହେବ। ସ୍ୱାସ୍ଥ୍ୟ ଭଲ ରହିବ। ନୂତନ କାର୍ଯ୍ୟ ଆରମ୍ଭ ପାଇଁ ଶୁଭ ସମୟ। [1218,376,1468,488]
construction-house-icon [191,860,367,970]
zodiac-sign-label: ମିଥୁନ [1124,528,1208,558]
classified-ad-text: Newly open full body massage ladies and gents. 8327740003. [377,1291,548,1346]
classified-ad [190,1248,368,1398]
classified-ad [190,1456,368,1572]
bull-icon: ♉ [1130,412,1202,484]
reader-notice-body: ବ୍ୟାପିଗାଏମାନେ ପ୍ରକାଶିତ କେଉଁଠେ ବିଜ୍ଞାପନର ସତ୍ୟତା କିଛି ପାଠକ କେବଳ ପ୍ରକାଶିତ ହୋଇଥିବା ଦିଆଯାଇଥିବା ସତ୍ୟ। ବିଜ୍ଞାପନ ଦେଉଥିବା ସଂସ୍ଥାମାନଙ୍କ ସହ କାରବାର କରିବା ପୂର୍ବରୁ ଯାଞ୍ଚ କରନ୍ତୁ। ଧରିତ୍ରୀ ଏଥିପାଇଁ ଦାୟୀ ନୁହେଁ। [195,1840,363,1936]
coal-headline: ଦୈନିକ ୪ ରେକ୍ ଯୋଗାଇବାକୁ ପୂର୍ବତଟ ରେଳପଥକୁ ନିର୍ଦ୍ଦେଶ [907,161,1080,240]
section-name: ରାଜ୍ୟ [1333,19,1427,65]
classified-ad-text: Morningsun Villa Balianta (4k.m. from Hanspal) duplex price- 55,00,000/- to 65,00,000/-. 9938137503. [13,1830,181,1941]
section-title [1270,14,1470,74]
angul-gov: GOVERNMENT OF ODISHA [764,1668,908,1680]
detail-row: 1. Nos. of Work : 36 Nos. RPWS Schemes in Balasore District (Clubbed-up) [563,1402,875,1424]
healthcare-illustration [372,524,553,714]
news-truck [8,304,450,440]
news-meeting [1122,2050,1470,2318]
classified-ad-code: D-73236 [330,1228,361,1238]
kendrapara-notice [557,1988,1115,2318]
water-bearer-icon: ♒ [1130,1780,1202,1852]
classified-ad-text: Ayurvedic full body massage by experienced male/female therapist. 7381172169. [377,1366,548,1440]
classified-ad [190,1013,368,1107]
zodiac-sign-label: ମେଷ [1124,224,1208,254]
archer-icon: ♐ [1130,1476,1202,1548]
classified-ad-code: D-71890 [517,1347,548,1357]
birthday-box [8,124,450,299]
classified-ad-code: D-71493 [517,1441,548,1451]
balasore-items [563,1402,894,1535]
